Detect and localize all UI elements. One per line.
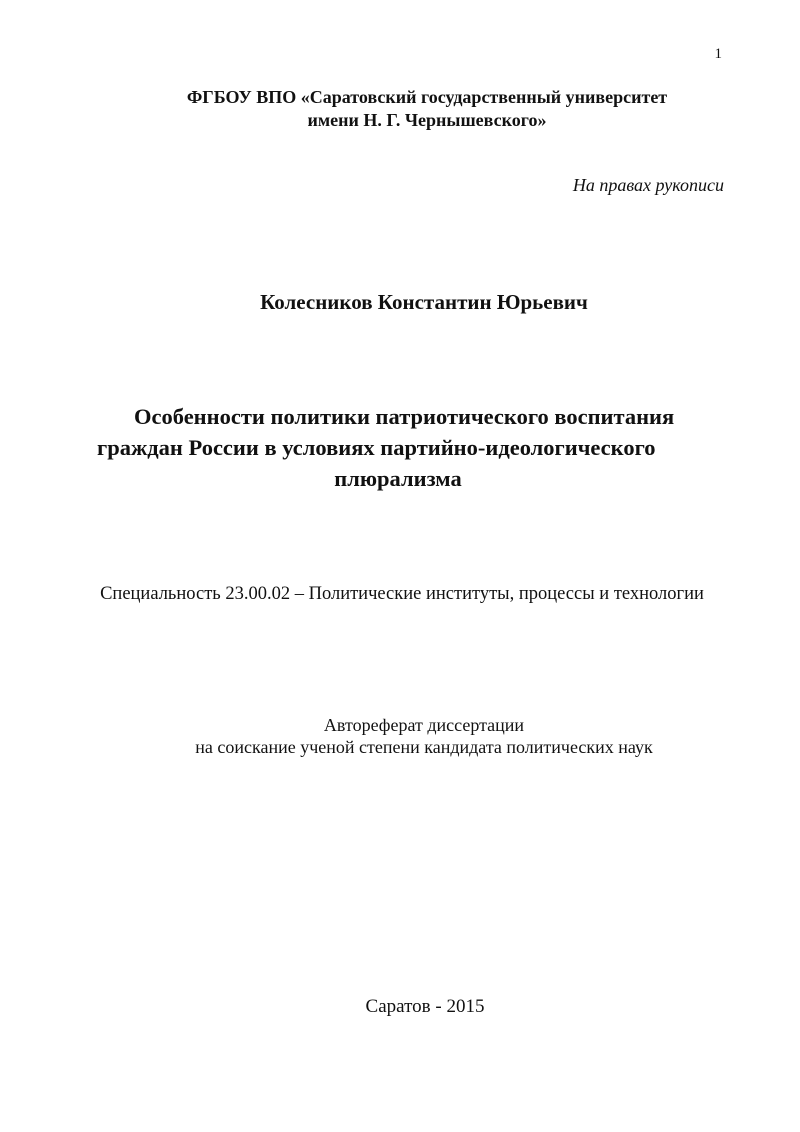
- title-line-1: Особенности политики патриотического воспитания: [134, 404, 675, 429]
- page-number: 1: [714, 46, 722, 62]
- institution-line-2: имени Н. Г. Чернышевского»: [307, 110, 547, 130]
- specialty: Специальность 23.00.02 – Политические институты, процессы и технологии: [100, 584, 704, 604]
- abstract-line-2: на соискание ученой степени кандидата политических наук: [195, 737, 653, 757]
- author-name: Колесников Константин Юрьевич: [260, 290, 588, 314]
- title-line-2: граждан России в условиях партийно-идеологического: [97, 435, 656, 460]
- manuscript-note: На правах рукописи: [572, 175, 724, 195]
- place-year: Саратов - 2015: [365, 996, 485, 1017]
- abstract-line-1: Автореферат диссертации: [323, 715, 525, 735]
- institution-line-1: ФГБОУ ВПО «Саратовский государственный университет: [186, 87, 668, 107]
- title-line-3: плюрализма: [334, 466, 462, 491]
